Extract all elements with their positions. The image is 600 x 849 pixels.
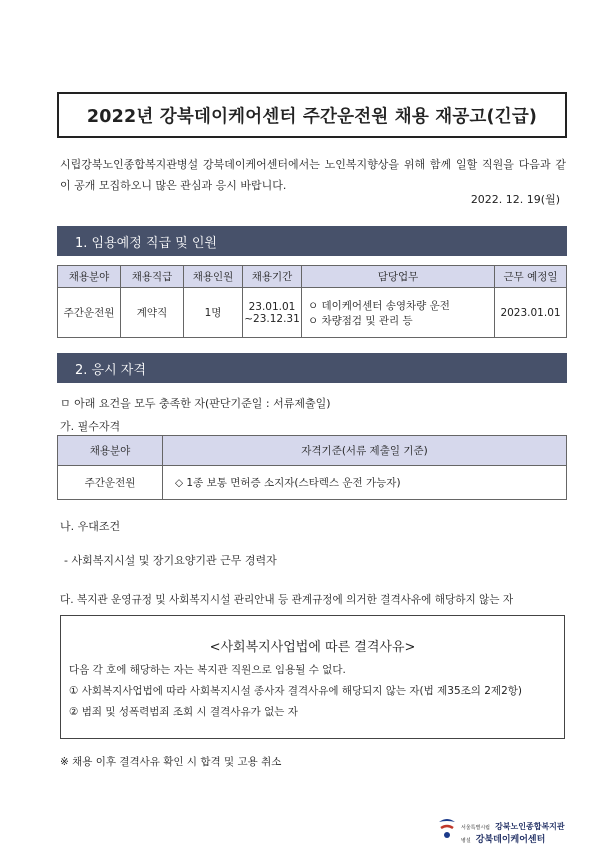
col-header-period: 채용기간 [243, 266, 302, 288]
cell-start-date: 2023.01.01 [495, 288, 567, 338]
cell-count: 1명 [184, 288, 243, 338]
table-row [58, 466, 567, 500]
qualifications-table [57, 435, 567, 500]
positions-table [57, 265, 567, 338]
period-start: 23.01.01 [248, 300, 296, 313]
document-title: 2022년 강북데이케어센터 주간운전원 채용 재공고(긴급) [57, 92, 567, 138]
notice-line: ① 사회복지사업법에 따라 사회복지시설 종사자 결격사유에 해당되지 않는 자(법 제35조의 2제2항) [69, 685, 522, 697]
preferred-item: - 사회복지시설 및 장기요양기관 근무 경력자 [64, 554, 277, 567]
logo-org-name: 강북노인종합복지관 [495, 822, 565, 831]
table-row [58, 288, 567, 338]
logo-small-text: 서울특별시립 [461, 825, 490, 831]
footnote: ※ 채용 이후 결격사유 확인 시 합격 및 고용 취소 [60, 756, 282, 768]
logo-center-name: 강북데이케어센터 [475, 835, 546, 845]
disqualification-notice-box [60, 615, 565, 739]
requirement-line [60, 395, 331, 411]
duty-item: 데이케어센터 송영차량 운전 [321, 299, 450, 312]
col-header-criteria: 자격기준(서류 제출일 기준) [163, 436, 567, 466]
cell-grade: 계약직 [121, 288, 184, 338]
requirement-text: 아래 요건을 모두 충족한 자(판단기준일 : 서류제출일) [74, 397, 331, 410]
col-header-field: 채용분야 [58, 266, 121, 288]
duty-item: 차량점검 및 관리 등 [321, 314, 413, 327]
announcement-date: 2022. 12. 19(월) [470, 193, 560, 206]
logo-small-text: 병설 [461, 838, 471, 844]
cell-criteria: ◇ 1종 보통 면허증 소지자(스타렉스 운전 가능자) [163, 466, 567, 500]
required-heading: 가. 필수자격 [60, 420, 121, 433]
circle-bullet-icon: ㅇ [308, 299, 319, 312]
circle-bullet-icon: ㅇ [308, 314, 319, 327]
notice-title: <사회복지사업법에 따른 결격사유> [209, 640, 416, 655]
intro-paragraph: 시립강북노인종합복지관병설 강북데이케어센터에서는 노인복지향상을 위해 함께 일할 직원을 다음과 같이 공개 모집하오니 많은 관심과 응시 바랍니다. [60, 158, 566, 192]
notice-line: 다음 각 호에 해당하는 자는 복지관 직원으로 임용될 수 없다. [69, 664, 346, 676]
col-header-count: 채용인원 [184, 266, 243, 288]
col-header-duties: 담당업무 [302, 266, 495, 288]
notice-line: ② 범죄 및 성폭력범죄 조회 시 결격사유가 없는 자 [69, 706, 298, 718]
col-header-start-date: 근무 예정일 [495, 266, 567, 288]
col-header-grade: 채용직급 [121, 266, 184, 288]
preferred-heading: 나. 우대조건 [60, 520, 121, 533]
cell-field: 주간운전원 [58, 466, 163, 500]
cell-period [243, 288, 302, 338]
organization-emblem-icon [435, 814, 459, 842]
organization-logo [435, 812, 565, 845]
square-bullet-icon: ㅁ [60, 397, 71, 410]
col-header-field: 채용분야 [58, 436, 163, 466]
cell-duties [302, 288, 495, 338]
disqualify-heading: 다. 복지관 운영규정 및 사회복지시설 관리안내 등 관계규정에 의거한 결격사유에 해당하지 않는 자 [60, 594, 514, 606]
section-header-positions: 1. 임용예정 직급 및 인원 [57, 226, 567, 256]
cell-field: 주간운전원 [58, 288, 121, 338]
section-header-qualifications: 2. 응시 자격 [57, 353, 567, 383]
period-end: ~23.12.31 [244, 312, 300, 325]
